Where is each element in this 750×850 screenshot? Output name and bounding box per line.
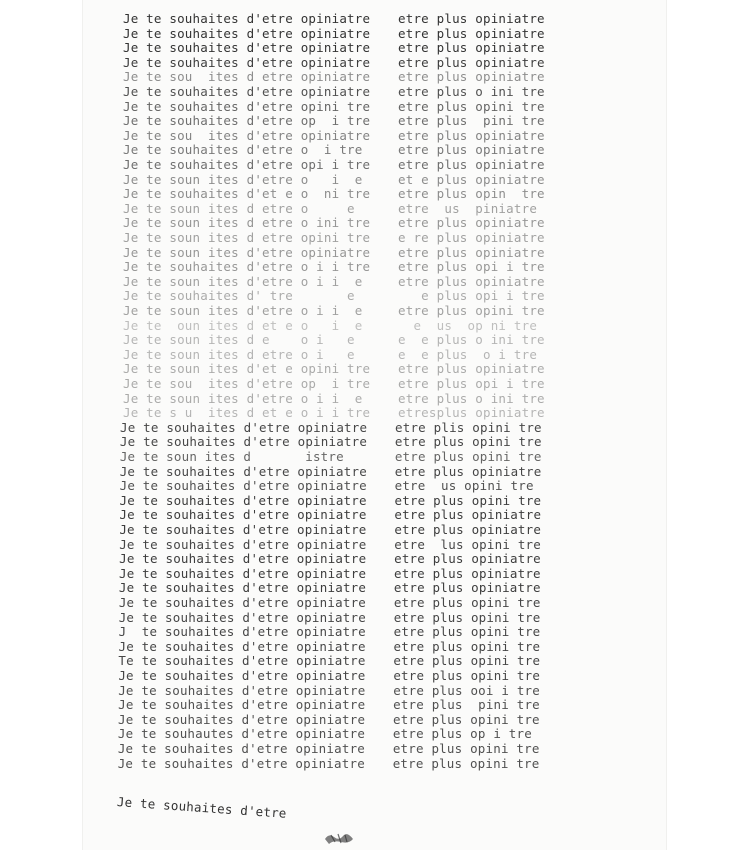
line-right-text: etre plis opini tre — [395, 419, 542, 435]
line-left-text: Je te souhaites d'etre opiniatre — [123, 40, 371, 56]
line-right-text: etre plus opiniatre — [398, 142, 545, 158]
line-left-text: Je te souhaites d'etre opiniatre — [120, 419, 368, 435]
line-right-text: etre plus opini tre — [393, 595, 541, 610]
line-right-text: etre plus opiniatre — [398, 69, 545, 85]
line-left-text: Je te soun ites d e o i e — [123, 332, 355, 348]
line-left-text: Je te souhaites d'etre opiniatre — [118, 638, 366, 654]
line-right-text: e us op ni tre — [398, 317, 538, 333]
line-left-text: Je te souhaites d'etre opiniatre — [119, 522, 367, 537]
line-left-text: Je te souhaites d'etre opiniatre — [119, 434, 368, 450]
line-right-text: etresplus opiniatre — [398, 405, 545, 421]
line-left-text: Je te souhaites d'etre opiniatre — [123, 84, 371, 99]
line-left-text: Je te souhaites d'etre opiniatre — [119, 492, 367, 508]
line-left-text: Je te souhaites d'etre opiniatre — [119, 463, 367, 479]
line-right-text: etre plus opiniatre — [398, 215, 545, 231]
line-left-text: Je te sou ites d etre opiniatre — [123, 69, 371, 85]
line-left-text: Je te souhaites d'etre opiniatre — [118, 697, 366, 713]
line-right-text: etre plus op i tre — [392, 726, 532, 742]
line-left-text: Je te soun ites d'etre o i i e — [123, 303, 363, 318]
line-right-text: etre plus opiniatre — [398, 361, 545, 377]
line-right-text: etre plus o ini tre — [398, 390, 545, 406]
line-left-text: Je te soun ites d etre o e — [123, 200, 355, 216]
line-left-text: Je te soun ites d etre o ini tre — [123, 215, 371, 231]
line-left-text: Je te souhaites d'etre opiniatre — [118, 711, 366, 727]
line-left-text: Je te souhaites d'etre o i i tre — [123, 259, 371, 275]
line-right-text: etre plus opiniatre — [394, 565, 541, 581]
line-left-text: Je te souhaites d'etre opiniatre — [117, 755, 365, 771]
line-right-text: etre plus opiniatre — [398, 40, 545, 56]
line-right-text: etre us piniatre — [398, 200, 538, 216]
line-right-text: etre plus o ini tre — [398, 84, 545, 99]
line-left-text: Je te souhaites d'etre opini tre — [123, 98, 371, 114]
line-right-text: etre plus opiniatre — [394, 522, 542, 537]
line-left-text: Je te souhaites d' tre e — [123, 288, 355, 304]
line-left-text: Je te souhaites d'etre opiniatre — [119, 478, 367, 494]
line-left-text: Je te souhautes d'etre opiniatre — [117, 726, 366, 742]
line-right-text: etre plus opini tre — [398, 303, 545, 318]
line-left-text: Je te s u ites d et e o i i tre — [123, 405, 371, 421]
line-right-text: etre plus opiniatre — [398, 244, 545, 260]
line-left-text: Je te soun ites d etre o i e — [123, 346, 355, 362]
line-right-text: et e plus opiniatre — [398, 171, 545, 187]
line-left-text: Je te souhaites d'etre opiniatre — [118, 668, 366, 683]
line-right-text: etre plus opiniatre — [393, 580, 541, 596]
line-left-text: Je te soun ites d'etre o i i e — [123, 273, 363, 289]
line-right-text: etre plus opiniatre — [394, 551, 541, 567]
line-left-text: Je te souhaites d'etre opiniatre — [118, 609, 366, 625]
final-line: Je te souhaites d'etre — [116, 794, 288, 821]
line-left-text: Je te oun ites d et e o i e — [123, 317, 363, 333]
line-right-text: etre plus pini tre — [393, 697, 540, 713]
line-left-text: Je te souhaites d'etre opiniatre — [119, 536, 367, 552]
line-right-text: etre plus opini tre — [393, 609, 541, 625]
line-left-text: Je te souhaites d'et e o ni tre — [123, 186, 371, 202]
line-left-text: Je te soun ites d'etre opiniatre — [123, 244, 371, 260]
line-left-text: Je te souhaites d'etre opiniatre — [123, 54, 371, 70]
line-left-text: Je te souhaites d'etre opiniatre — [119, 565, 367, 581]
line-right-text: etre plus opi i tre — [398, 376, 545, 391]
line-right-text: etre plus opini tre — [393, 638, 541, 654]
line-right-text: etre plus pini tre — [398, 113, 545, 129]
line-right-text: etre plus opini tre — [393, 711, 540, 727]
line-right-text: etre plus opiniatre — [398, 157, 545, 172]
line-left-text: Je te souhaites d'etre op i tre — [123, 113, 371, 129]
line-right-text: etre plus opiniatre — [398, 54, 545, 70]
line-right-text: e e plus o ini tre — [398, 332, 545, 348]
line-right-text: etre plus opiniatre — [398, 273, 545, 289]
line-left-text: Je te souhaites d'etre opiniatre — [119, 551, 367, 567]
line-left-text: Te te souhaites d'etre opiniatre — [118, 653, 366, 669]
line-right-text: etre plus opiniatre — [398, 127, 545, 143]
line-right-text: etre plus opini tre — [394, 434, 542, 450]
line-left-text: Je te sou ites d'etre op i tre — [123, 376, 371, 391]
line-right-text: etre lus opini tre — [394, 536, 541, 552]
line-right-text: etre plus opi i tre — [398, 259, 545, 275]
line-left-text: J te souhaites d'etre opiniatre — [118, 624, 366, 640]
line-right-text: etre plus opini tre — [393, 624, 541, 640]
line-right-text: e e plus o i tre — [398, 346, 538, 362]
typewritten-sheet — [83, 0, 666, 850]
line-left-text: Je te souhaites d'etre opiniatre — [119, 507, 367, 523]
line-left-text: Je te soun ites d etre opini tre — [123, 230, 371, 245]
line-right-text: etre plus opini tre — [392, 741, 540, 756]
typewritten-poem — [116, 11, 643, 832]
ink-smudge — [323, 830, 357, 846]
line-right-text: e plus opi i tre — [398, 288, 545, 304]
line-right-text: etre plus opini tre — [398, 98, 545, 114]
line-left-text: Je te souhaites d'etre o i tre — [123, 142, 363, 158]
line-left-text: Je te souhaites d'etre opiniatre — [118, 580, 367, 596]
line-right-text: etre plus opini tre — [393, 653, 541, 669]
line-right-text: etre plus opini tre — [394, 449, 542, 464]
line-left-text: Je te soun ites d'et e opini tre — [123, 361, 371, 377]
line-right-text: etre plus opini tre — [394, 492, 542, 508]
line-right-text: etre plus ooi i tre — [393, 682, 540, 698]
line-right-text: etre plus opini tre — [392, 755, 540, 771]
line-right-text: etre plus opiniatre — [394, 463, 542, 479]
line-right-text: e re plus opiniatre — [398, 230, 545, 245]
line-left-text: Je te souhaites d'etre opi i tre — [123, 157, 371, 172]
line-left-text: Je te souhaites d'etre opiniatre — [123, 25, 371, 41]
line-right-text: etre us opini tre — [394, 478, 534, 494]
line-left-text: Je te souhaites d'etre opiniatre — [123, 11, 371, 26]
line-left-text: Je te souhaites d'etre opiniatre — [118, 682, 366, 698]
line-right-text: etre plus opiniatre — [398, 25, 545, 41]
line-left-text: Je te soun ites d'etre o i i e — [123, 390, 363, 406]
line-left-text: Je te sou ites d'etre opiniatre — [123, 127, 371, 143]
line-left-text: Je te soun ites d'etre o i e — [123, 171, 363, 187]
line-left-text: Je te souhaites d'etre opiniatre — [118, 595, 367, 610]
line-right-text: etre plus opin tre — [398, 186, 545, 202]
line-right-text: etre plus opini tre — [393, 668, 541, 683]
line-left-text: Je te soun ites d istre — [119, 449, 344, 464]
line-right-text: etre plus opiniatre — [398, 11, 545, 26]
line-right-text: etre plus opiniatre — [394, 507, 542, 523]
line-left-text: Je te souhaites d'etre opiniatre — [117, 741, 366, 756]
